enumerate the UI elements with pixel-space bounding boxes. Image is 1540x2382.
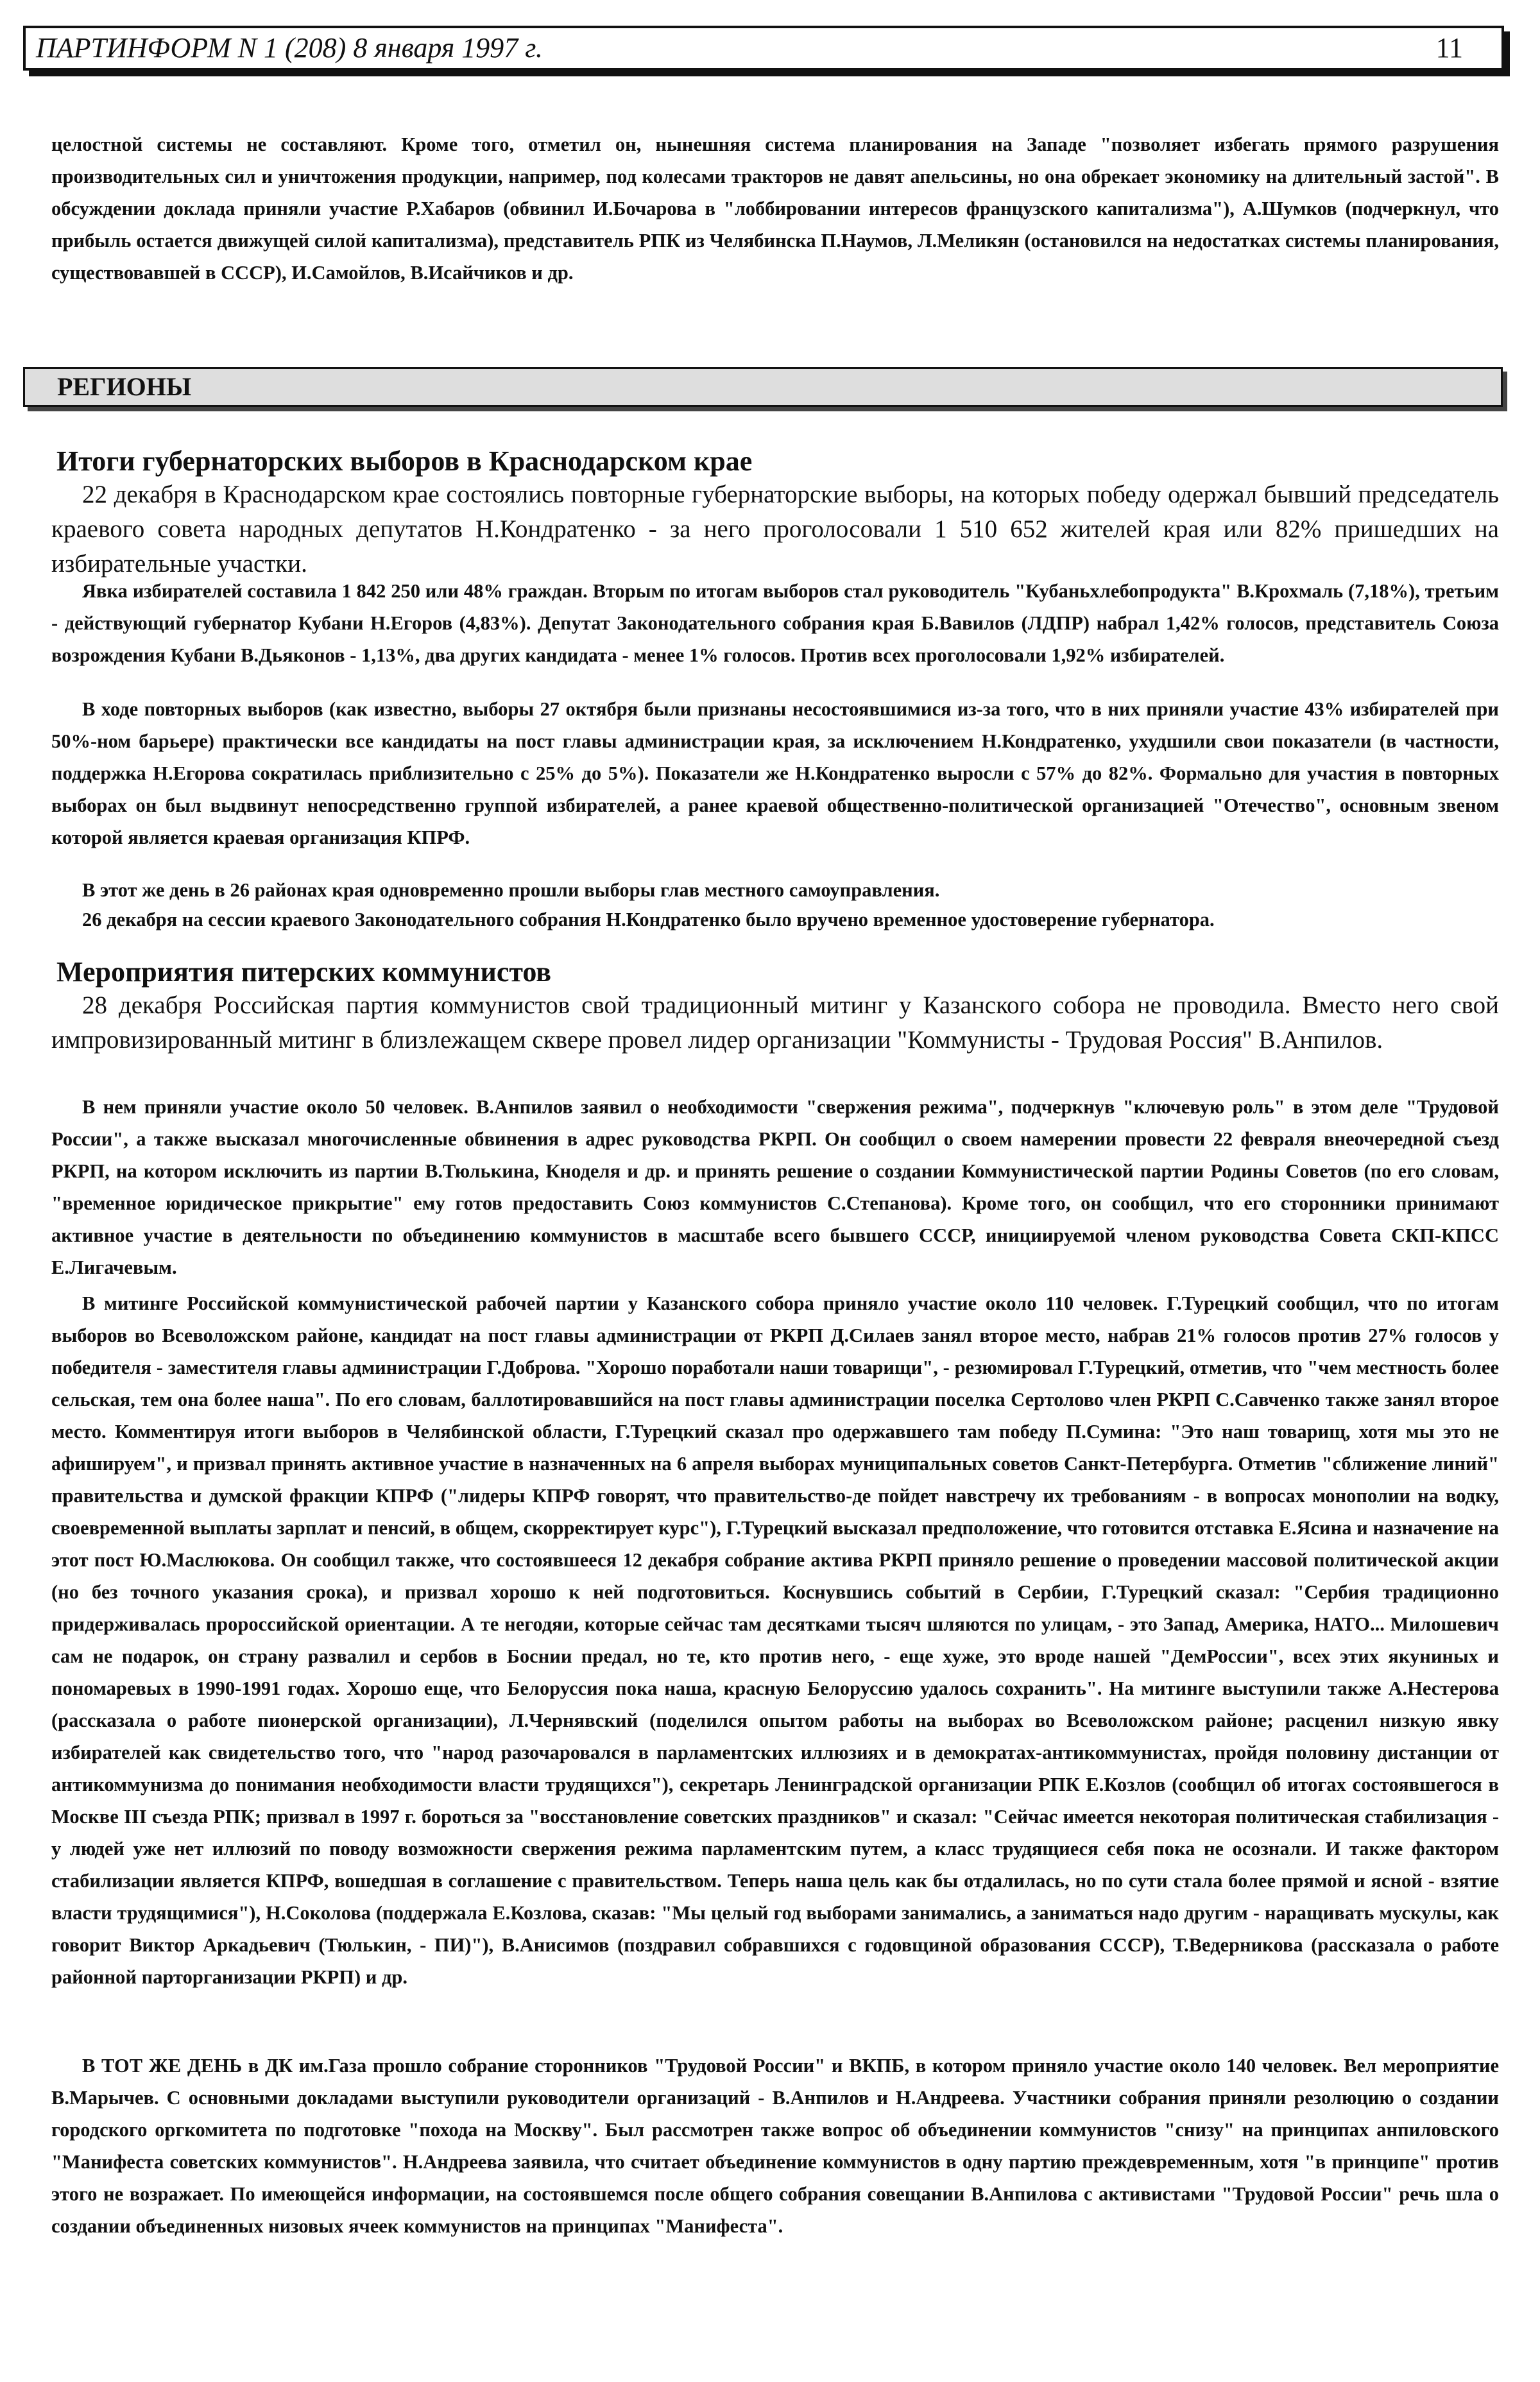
- article-paragraph: В этот же день в 26 районах края одновременно прошли выборы глав местного самоуправления.: [82, 879, 940, 901]
- section-header: [23, 367, 1503, 407]
- section-title: РЕГИОНЫ: [57, 372, 192, 401]
- intro-paragraph: целостной системы не составляют. Кроме того, отметил он, нынешняя система планирования на Западе "позволяет избегать прямого разрушения производительных сил и уничтожения продукции, например, под колесами тракторов не давят апельсины, но она обрекает экономику на длительный застой". В обсуждении доклада приняли участие Р.Хабаров (обвинил И.Бочарова в "лоббировании интересов французского капитализма"), А.Шумков (подчеркнул, что прибыль остается движущей силой капитализма), представитель РПК из Челябинска П.Наумов, Л.Меликян (остановился на недостатках системы планирования, существовавшей в СССР), И.Самойлов, В.Исайчиков и др.: [51, 133, 1499, 284]
- article-lead: 28 декабря Российская партия коммунистов свой традиционный митинг у Казанского собора не проводила. Вместо него свой импровизированный митинг в близлежащем сквере провел лидер организации "Коммунисты - Трудовая Россия" В.Анпилов.: [51, 991, 1499, 1054]
- article-paragraph: В митинге Российской коммунистической рабочей партии у Казанского собора приняло участие около 110 человек. Г.Турецкий сообщил, что по итогам выборов во Всеволожском районе, кандидат на пост главы администрации от РКРП Д.Силаев занял второе место, набрав 21% голосов против 27% голосов у победителя - заместителя главы администрации Г.Доброва. "Хорошо поработали наши товарищи", - резюмировал Г.Турецкий, отметив, что "чем местность более сельская, тем она более наша". По его словам, баллотировавшийся на пост главы администрации поселка Сертолово член РКРП С.Савченко также занял второе место. Комментируя итоги выборов в Челябинской области, Г.Турецкий сказал про одержавшего там победу П.Сумина: "Это наш товарищ, хотя мы это не афишируем", и призвал принять активное участие в назначенных на 6 апреля выборах муниципальных советов Санкт-Петербурга. Отметив "сближение линий" правительства и думской фракции КПРФ ("лидеры КПРФ говорят, что правительство-де пойдет навстречу их требованиям - в вопросах монополии на водку, своевременной выплаты зарплат и пенсий, в общем, скорректирует курс"), Г.Турецкий высказал предположение, что готовится отставка Е.Ясина и назначение на этот пост Ю.Маслюкова. Он сообщил также, что состоявшееся 12 декабря собрание актива РКРП приняло решение о проведении массовой политической акции (но без точного указания срока), и призвал хорошо к ней подготовиться. Коснувшись событий в Сербии, Г.Турецкий сказал: "Сербия традиционно придерживалась пророссийской ориентации. А те негодяи, которые сейчас там десятками тысяч шляются по улицам, - это Запад, Америка, НАТО... Милошевич сам не подарок, он страну развалил и сербов в Боснии предал, но те, кто против него, - еще хуже, это вроде нашей "ДемРоссии", всех этих якуниных и пономаревых в 1990-1991 годах. Хорошо еще, что Белоруссия пока наша, красную Белоруссию удалось сохранить". На митинге выступили также А.Нестерова (рассказала о работе пионерской организации), Л.Чернявский (поделился опытом работы на выборах во Всеволожском районе; расценил низкую явку избирателей как свидетельство того, что "народ разочаровался в парламентских иллюзиях и в демократах-антикоммунистах, пройдя половину дистанции от антикоммунизма до понимания необходимости власти трудящихся"), секретарь Ленинградской организации РПК Е.Козлов (сообщил об итогах состоявшегося в Москве III съезда РПК; призвал в 1997 г. бороться за "восстановление советских праздников" и сказал: "Сейчас имеется некоторая политическая стабилизация - у людей уже нет иллюзий по поводу возможности свержения режима парламентским путем, а класс трудящиеся себя пока не осознали. И также фактором стабилизации является КПРФ, вошедшая в соглашение с правительством. Теперь наша цель как бы отдалилась, но по сути стала более прямой и ясной - взятие власти трудящимися"), Н.Соколова (поддержала Е.Козлова, сказав: "Мы целый год выборами занимались, а заниматься надо другим - наращивать мускулы, как говорит Виктор Аркадьевич (Тюлькин, - ПИ)"), В.Анисимов (поздравил собравшихся с годовщиной образования СССР), Т.Ведерникова (рассказала о работе районной парторганизации РКРП) и др.: [51, 1292, 1499, 1988]
- article-title: Мероприятия питерских коммунистов: [56, 956, 552, 988]
- article-lead: 22 декабря в Краснодарском крае состоялись повторные губернаторские выборы, на которых победу одержал бывший председатель краевого совета народных депутатов Н.Кондратенко - за него проголосовали 1 510 652 жителей края или 82% пришедших на избирательные участки.: [51, 481, 1499, 578]
- article-title: Итоги губернаторских выборов в Краснодарском крае: [56, 445, 753, 477]
- article-paragraph: В ТОТ ЖЕ ДЕНЬ в ДК им.Газа прошло собрание сторонников "Трудовой России" и ВКПБ, в котором приняло участие около 140 человек. Вел мероприятие В.Марычев. С основными докладами выступили руководители организаций - В.Анпилов и Н.Андреева. Участники собрания приняли резолюцию о создании городского оргкомитета по подготовке "похода на Москву". Был рассмотрен также вопрос об объединении коммунистов "снизу" на принципах анпиловского "Манифеста советских коммунистов". Н.Андреева заявила, что считает объединение коммунистов в одну партию преждевременным, хотя "в принципе" против этого не возражает. По имеющейся информации, на состоявшемся после общего собрания совещании В.Анпилова с активистами "Трудовой России" речь шла о создании объединенных низовых ячеек коммунистов на принципах "Манифеста".: [51, 2055, 1499, 2237]
- article-paragraph: Явка избирателей составила 1 842 250 или 48% граждан. Вторым по итогам выборов стал руководитель "Кубаньхлебопродукта" В.Крохмаль (7,18%), третьим - действующий губернатор Кубани Н.Егоров (4,83%). Депутат Законодательного собрания края Б.Вавилов (ЛДПР) набрал 1,42% голосов, представитель Союза возрождения Кубани В.Дьяконов - 1,13%, два других кандидата - менее 1% голосов. Против всех проголосовали 1,92% избирателей.: [51, 580, 1499, 666]
- header-title: ПАРТИНФОРМ N 1 (208) 8 января 1997 г.: [36, 32, 543, 64]
- article-paragraph: 26 декабря на сессии краевого Законодательного собрания Н.Кондратенко было вручено временное удостоверение губернатора.: [82, 909, 1215, 930]
- page-number: 11: [1435, 32, 1463, 64]
- page-header: [23, 26, 1504, 71]
- article-paragraph: В нем приняли участие около 50 человек. В.Анпилов заявил о необходимости "свержения режима", подчеркнув "ключевую роль" в этом деле "Трудовой России", а также высказал многочисленные обвинения в адрес руководства РКРП. Он сообщил о своем намерении провести 22 февраля внеочередной съезд РКРП, на котором исключить из партии В.Тюлькина, Кноделя и др. и принять решение о создании Коммунистической партии Родины Советов (по его словам, "временное юридическое прикрытие" ему готов предоставить Союз коммунистов С.Степанова). Кроме того, он сообщил, что его сторонники принимают активное участие в деятельности по объединению коммунистов в масштабе всего бывшего СССР, инициируемой членом руководства Совета СКП-КПСС Е.Лигачевым.: [51, 1096, 1499, 1278]
- article-paragraph: В ходе повторных выборов (как известно, выборы 27 октября были признаны несостоявшимися из-за того, что в них приняли участие 43% избирателей при 50%-ном барьере) практически все кандидаты на пост главы администрации края, за исключением Н.Кондратенко, ухудшили свои показатели (в частности, поддержка Н.Егорова сократилась приблизительно с 25% до 5%). Показатели же Н.Кондратенко выросли с 57% до 82%. Формально для участия в повторных выборах он был выдвинут непосредственно группой избирателей, а ранее краевой общественно-политической организацией "Отечество", основным звеном которой является краевая организация КПРФ.: [51, 698, 1499, 848]
